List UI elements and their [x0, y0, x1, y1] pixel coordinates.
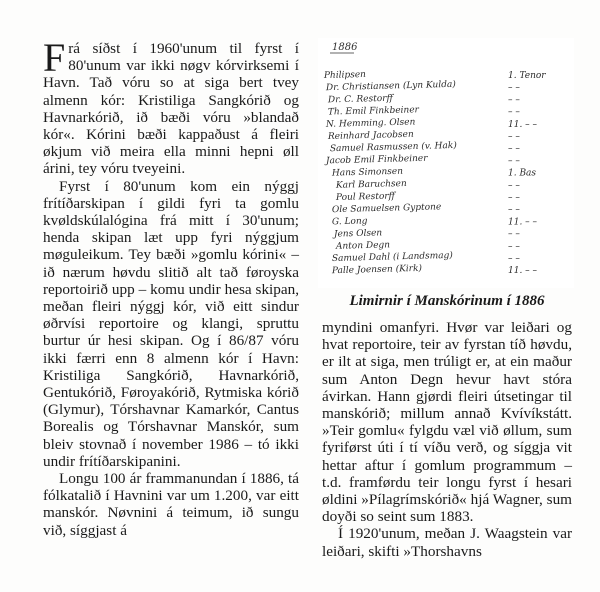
- member-voice-part: – –: [508, 107, 520, 118]
- member-name: Dr. Christiansen (Lyn Kulda): [325, 79, 456, 94]
- left-text-column: [43, 35, 299, 539]
- member-name: N. Hemming. Olsen: [325, 117, 416, 130]
- image-caption: Limirnir í Manskórinum í 1886: [349, 293, 545, 309]
- paragraph-1-text: rá síðst í 1960'unum til fyrst í 80'unum var ikki nøgv kórvirksemi í Havn. Tað vóru so at siga bert tvey almenn kór: Kristiliga Sangkórið og Havnarkórið, ið bæði vóru »blandað kór«. Kórini bæði kappaðust á fleiri økjum við meira ella minni hepni øll árini, tey vóru tveyeini.: [43, 40, 299, 178]
- member-name: Ole Samuelsen Gyptone: [331, 202, 442, 216]
- member-name: Samuel Dahl (i Landsmag): [331, 250, 454, 264]
- member-name: G. Long: [331, 216, 368, 228]
- paragraph-3: Longu 100 ár frammanundan í 1886, tá fólkatalið í Havnini var um 1.200, var eitt manskór. Nøvnini á teimum, ið sungu við, síggjast á: [43, 470, 299, 539]
- right-text-column: [322, 319, 572, 560]
- member-name: Hans Simonsen: [331, 166, 404, 179]
- member-voice-part: – –: [508, 156, 520, 167]
- member-name: Dr. C. Restorff: [327, 93, 394, 106]
- handwritten-member-list-image: [318, 38, 574, 288]
- member-name: Poul Restorff: [335, 191, 396, 203]
- member-voice-part: – –: [508, 193, 520, 203]
- member-voice-part: – –: [508, 254, 520, 264]
- member-name: Anton Degn: [335, 240, 391, 252]
- member-voice-part: – –: [508, 241, 520, 252]
- member-voice-part: – –: [508, 205, 520, 216]
- member-name: Samuel Rasmussen (v. Hak): [329, 140, 457, 155]
- member-name: Jacob Emil Finkbeiner: [325, 153, 428, 167]
- year-note: 1886: [332, 42, 358, 53]
- paragraph-4: myndini omanfyri. Hvør var leiðari og hvat reportoire, teir av fyrstan tíð høvdu, er ilt at siga, men trúligt er, at ein maður sum Anton Degn hevur havt stóra ávirkan. Hann gjørdi fleiri útsetingar til manskórið; millum annað Kvívíkstátt. »Teir gomlu« fylgdu væl við øllum, sum fyriførst úti í tí víðu verð, og síggja vit hettar aftur í gomlum programmum – t.d. framførdu teir longu fyrst í hesari øldini »Pílagrímskórið« hjá Wagner, sum doyði so seint sum 1883.: [322, 319, 572, 526]
- member-voice-part: – –: [508, 132, 520, 142]
- member-name: Karl Baruchsen: [335, 178, 407, 191]
- member-voice-part: – –: [508, 95, 520, 106]
- member-voice-part: – –: [508, 144, 520, 155]
- member-voice-part: 1. Bas: [508, 168, 537, 179]
- member-voice-part: – –: [508, 180, 520, 191]
- member-voice-part: 11. – –: [508, 217, 538, 228]
- member-name: Palle Joensen (Kirk): [331, 263, 423, 277]
- paragraph-2: Fyrst í 80'unum kom ein nýggj frítíðarskipan í gildi fyri ta gomlu kvøldskúlalógina frá mitt í 30'unum; henda skipan læt upp fyri nýggjum møguleikum. Tey bæði »gomlu kórini« – ið nærum høvdu slitið alt tað føroyska reportoirið upp – komu undir hesa skipan, meðan fleiri nýggj kór, við eitt sindur øðrvísi reportoire og klangi, spruttu burtur úr hesi skipan. Og í 86/87 vóru ikki færri enn 8 almenn kór í Havn: Kristiliga Sangkórið, Havnarkórið, Gentukórið, Føroyakórið, Rytmiska kórið (Glymur), Tórshavnar Kamarkór, Cantus Borealis og Tórshavnar Manskór, sum bleiv stovnað í november 1986 – tó ikki undir frítíðarskipanini.: [43, 177, 299, 470]
- member-name: Reinhard Jacobsen: [327, 129, 414, 142]
- drop-cap: F: [43, 35, 66, 80]
- member-voice-part: – –: [508, 83, 520, 94]
- member-name: Th. Emil Finkbeiner: [327, 105, 420, 118]
- member-voice-part: – –: [508, 229, 520, 240]
- member-voice-part: 1. Tenor: [508, 71, 546, 81]
- paragraph-1: [43, 35, 299, 178]
- member-voice-part: 11. – –: [508, 266, 538, 277]
- member-voice-part: 11. – –: [508, 119, 538, 130]
- member-name: Philipsen: [323, 69, 367, 81]
- member-name: Jens Olsen: [333, 228, 383, 240]
- paragraph-5: Í 1920'unum, meðan J. Waagstein var leiðari, skifti »Thorshavns: [322, 525, 572, 560]
